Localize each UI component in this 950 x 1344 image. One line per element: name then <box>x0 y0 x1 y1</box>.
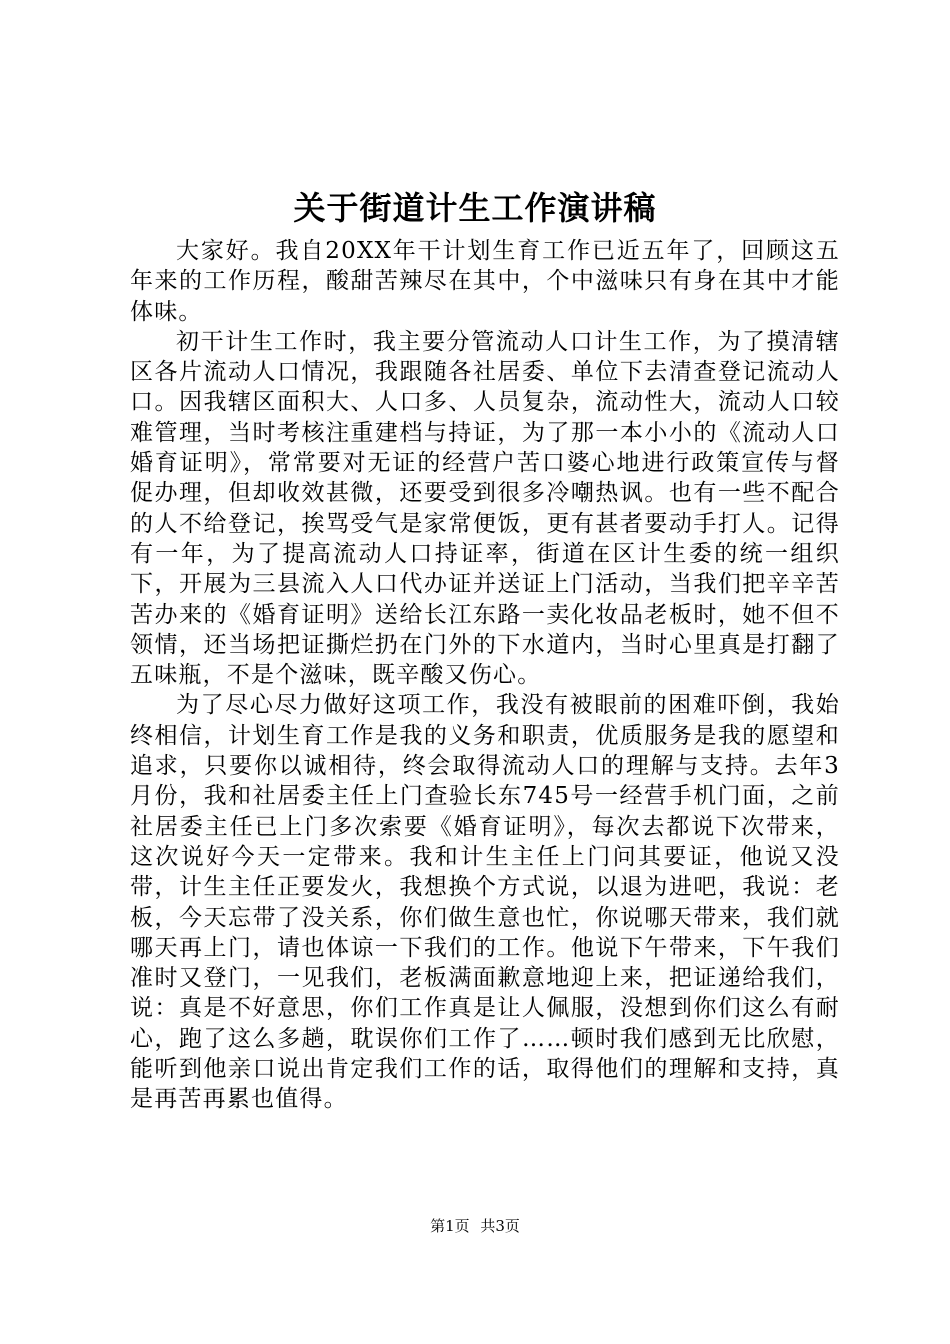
document-body <box>130 236 840 1115</box>
paragraph-1: 大家好。我自20XX年干计划生育工作已近五年了，回顾这五年来的工作历程，酸甜苦辣尽在其中，个中滋味只有身在其中才能体味。 <box>130 238 840 325</box>
page-number: 第1页 <box>430 1217 470 1235</box>
paragraph-3: 为了尽心尽力做好这项工作，我没有被眼前的困难吓倒，我始终相信，计划生育工作是我的义务和职责，优质服务是我的愿望和追求，只要你以诚相待，终会取得流动人口的理解与支持。去年3月份，我和社居委主任上门查验长东745号一经营手机门面，之前社居委主任已上门多次索要《婚育证明》，每次去都说下次带来，这次说好今天一定带来。我和计生主任上门问其要证，他说又没带，计生主任正要发火，我想换个方式说，以退为进吧，我说：老板，今天忘带了没关系，你们做生意也忙，你说哪天带来，我们就哪天再上门，请也体谅一下我们的工作。他说下午带来，下午我们准时又登门，一见我们，老板满面歉意地迎上来，把证递给我们，说：真是不好意思，你们工作真是让人佩服，没想到你们这么有耐心，跑了这么多趟，耽误你们工作了……顿时我们感到无比欣慰，能听到他亲口说出肯定我们工作的话，取得他们的理解和支持，真是再苦再累也值得。 <box>130 692 840 1113</box>
paragraph-2: 初干计生工作时，我主要分管流动人口计生工作，为了摸清辖区各片流动人口情况，我跟随各社居委、单位下去清查登记流动人口。因我辖区面积大、人口多、人员复杂，流动性大，流动人口较难管理，当时考核注重建档与持证，为了那一本小小的《流动人口婚育证明》，常常要对无证的经营户苦口婆心地进行政策宣传与督促办理，但却收效甚微，还要受到很多冷嘲热讽。也有一些不配合的人不给登记，挨骂受气是家常便饭，更有甚者要动手打人。记得有一年，为了提高流动人口持证率，街道在区计生委的统一组织下，开展为三县流入人口代办证并送证上门活动，当我们把辛辛苦苦办来的《婚育证明》送给长江东路一卖化妆品老板时，她不但不领情，还当场把证撕烂扔在门外的下水道内，当时心里真是打翻了五味瓶，不是个滋味，既辛酸又伤心。 <box>130 328 840 689</box>
page-total: 共3页 <box>480 1217 520 1235</box>
document-title: 关于街道计生工作演讲稿 <box>293 189 657 227</box>
page-footer <box>0 1214 950 1238</box>
